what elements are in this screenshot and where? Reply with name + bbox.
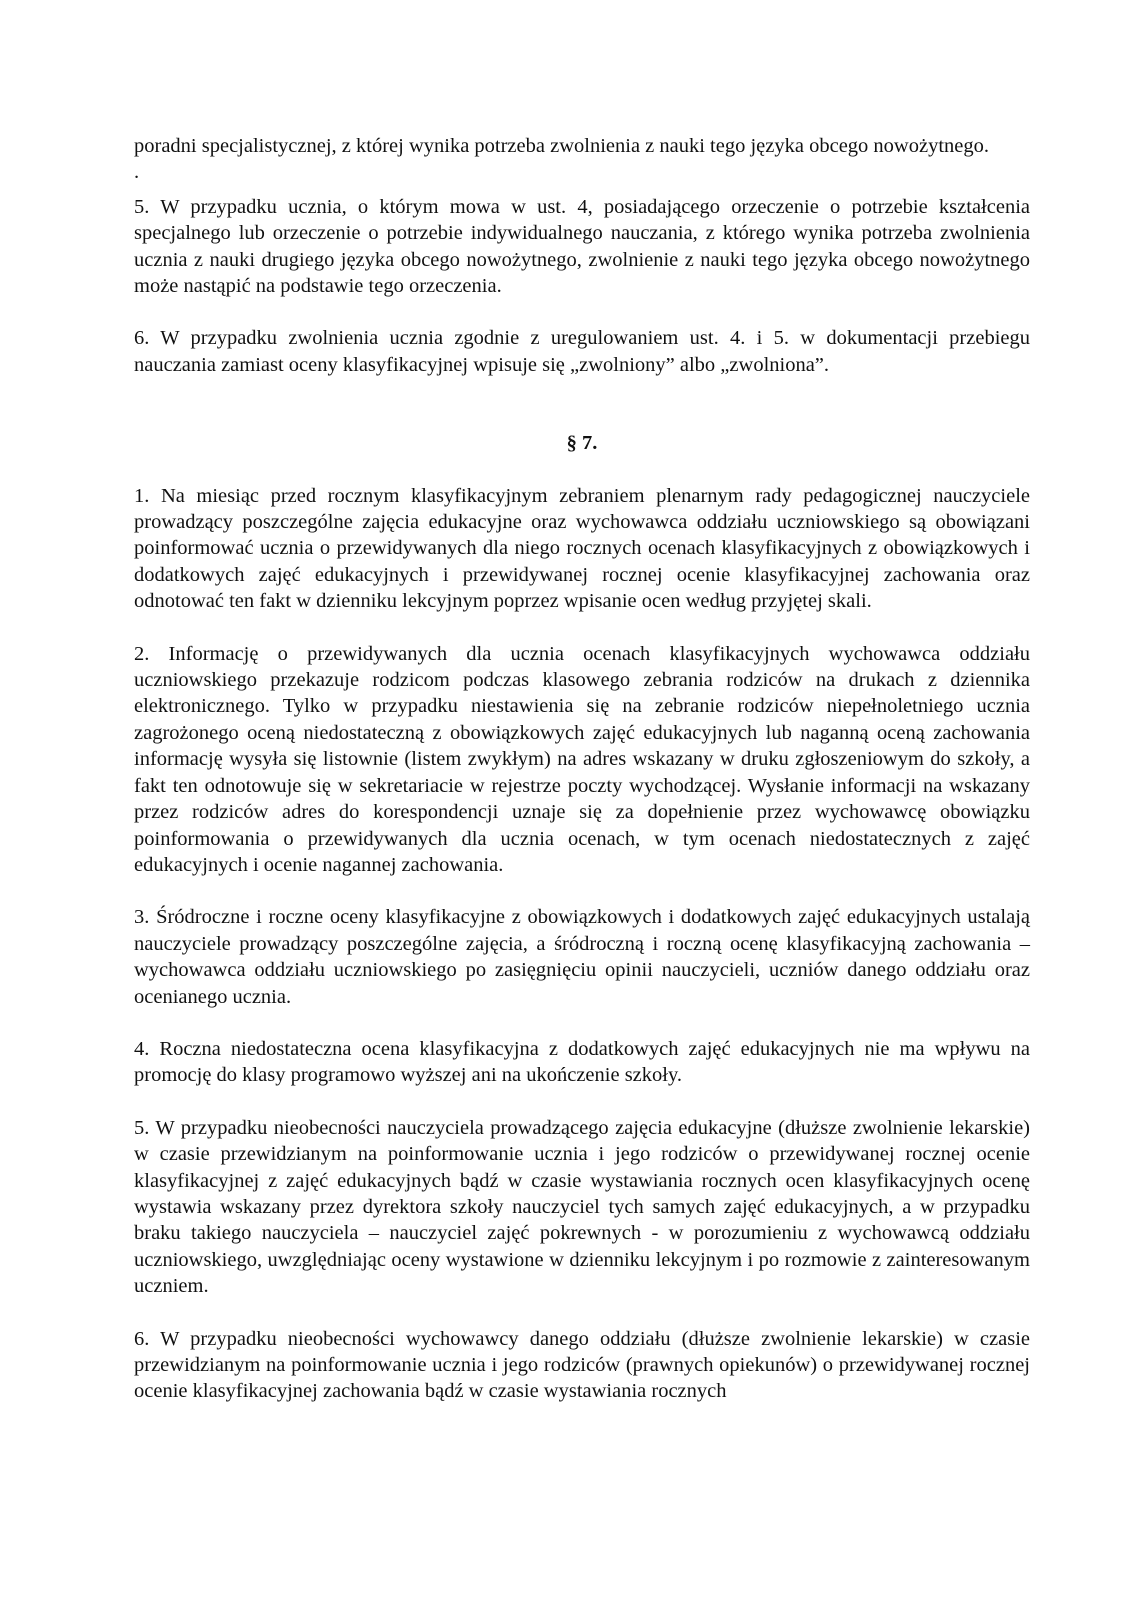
document-body	[134, 133, 1030, 1405]
paragraph-ust-6-first: 6. W przypadku zwolnienia ucznia zgodnie z uregulowaniem ust. 4. i 5. w dokumentacji przebiegu nauczania zamiast oceny klasyfikacyjnej wpisuje się „zwolniony” albo „zwolniona”.	[134, 327, 1030, 376]
paragraph-ust-3: 3. Śródroczne i roczne oceny klasyfikacyjne z obowiązkowych i dodatkowych zajęć edukacyjnych ustalają nauczyciele prowadzący poszczególne zajęcia, a śródroczną i roczną ocenę klasyfikacyjną zachowania – wychowawca oddziału uczniowskiego po zasięgnięciu opinii nauczycieli, uczniów danego oddziału oraz ocenianego ucznia.	[134, 906, 1030, 1008]
paragraph-ust-4: 4. Roczna niedostateczna ocena klasyfikacyjna z dodatkowych zajęć edukacyjnych nie ma wpływu na promocję do klasy programowo wyższej ani na ukończenie szkoły.	[134, 1037, 1030, 1087]
paragraph-ust-5: 5. W przypadku nieobecności nauczyciela prowadzącego zajęcia edukacyjne (dłuższe zwolnienie lekarskie) w czasie przewidzianym na poinformowanie ucznia i jego rodziców o przewidywanej rocznej ocenie klasyfikacyjnej z zajęć edukacyjnych bądź w czasie wystawiania rocznych ocen klasyfikacyjnych ocenę wystawia wskazany przez dyrektora szkoły nauczyciel tych samych zajęć edukacyjnych, a w przypadku braku takiego nauczyciela – nauczyciel zajęć pokrewnych - w porozumieniu z wychowawcą oddziału uczniowskiego, uwzględniając oceny wystawione w dzienniku lekcyjnym i po rozmowie z zainteresowanym uczniem.	[134, 1116, 1030, 1298]
paragraph-ust-5-first: 5. W przypadku ucznia, o którym mowa w ust. 4, posiadającego orzeczenie o potrzebie kształcenia specjalnego lub orzeczenie o potrzebie indywidualnego nauczania, z którego wynika potrzeba zwolnienia ucznia z nauki drugiego języka obcego nowożytnego, zwolnienie z nauki tego języka obcego nowożytnego może nastąpić na podstawie tego orzeczenia.	[134, 195, 1030, 298]
paragraph-ust-2: 2. Informację o przewidywanych dla ucznia ocenach klasyfikacyjnych wychowawca oddziału uczniowskiego przekazuje rodzicom podczas klasowego zebrania rodziców na drukach z dziennika elektronicznego. Tylko w przypadku niestawienia się na zebranie rodziców niepełnoletniego ucznia zagrożonego oceną niedostateczną z obowiązkowych zajęć edukacyjnych lub naganną oceną zachowania informację wysyła się listownie (listem zwykłym) na adres wskazany w druku zgłoszeniowym do szkoły, a fakt ten odnotowuje się w sekretariacie w rejestrze poczty wychodzącej. Wysłanie informacji na wskazany przez rodziców adres do korespondencji uznaje się za dopełnienie przez wychowawcę obowiązku poinformowania o przewidywanych dla ucznia ocenach, w tym ocenach niedostatecznych z zajęć edukacyjnych i ocenie nagannej zachowania.	[134, 642, 1030, 876]
paragraph-ust-6: 6. W przypadku nieobecności wychowawcy danego oddziału (dłuższe zwolnienie lekarskie) w czasie przewidzianym na poinformowanie ucznia i jego rodziców (prawnych opiekunów) o przewidywanej rocznej ocenie klasyfikacyjnej zachowania bądź w czasie wystawiania rocznych	[134, 1327, 1030, 1403]
paragraph-intro: poradni specjalistycznej, z której wynika potrzeba zwolnienia z nauki tego języka obcego nowożytnego.	[134, 135, 989, 157]
paragraph-ust-1: 1. Na miesiąc przed rocznym klasyfikacyjnym zebraniem plenarnym rady pedagogicznej nauczyciele prowadzący poszczególne zajęcia edukacyjne oraz wychowawca oddziału uczniowskiego są obowiązani poinformować ucznia o przewidywanych dla niego rocznych ocenach klasyfikacyjnych z obowiązkowych i dodatkowych zajęć edukacyjnych i przewidywanej rocznej ocenie klasyfikacyjnej zachowania oraz odnotować ten fakt w dzienniku lekcyjnym poprzez wpisanie ocen według przyjętej skali.	[134, 484, 1030, 613]
dot-separator: .	[134, 161, 140, 184]
section-heading: § 7.	[566, 432, 598, 455]
